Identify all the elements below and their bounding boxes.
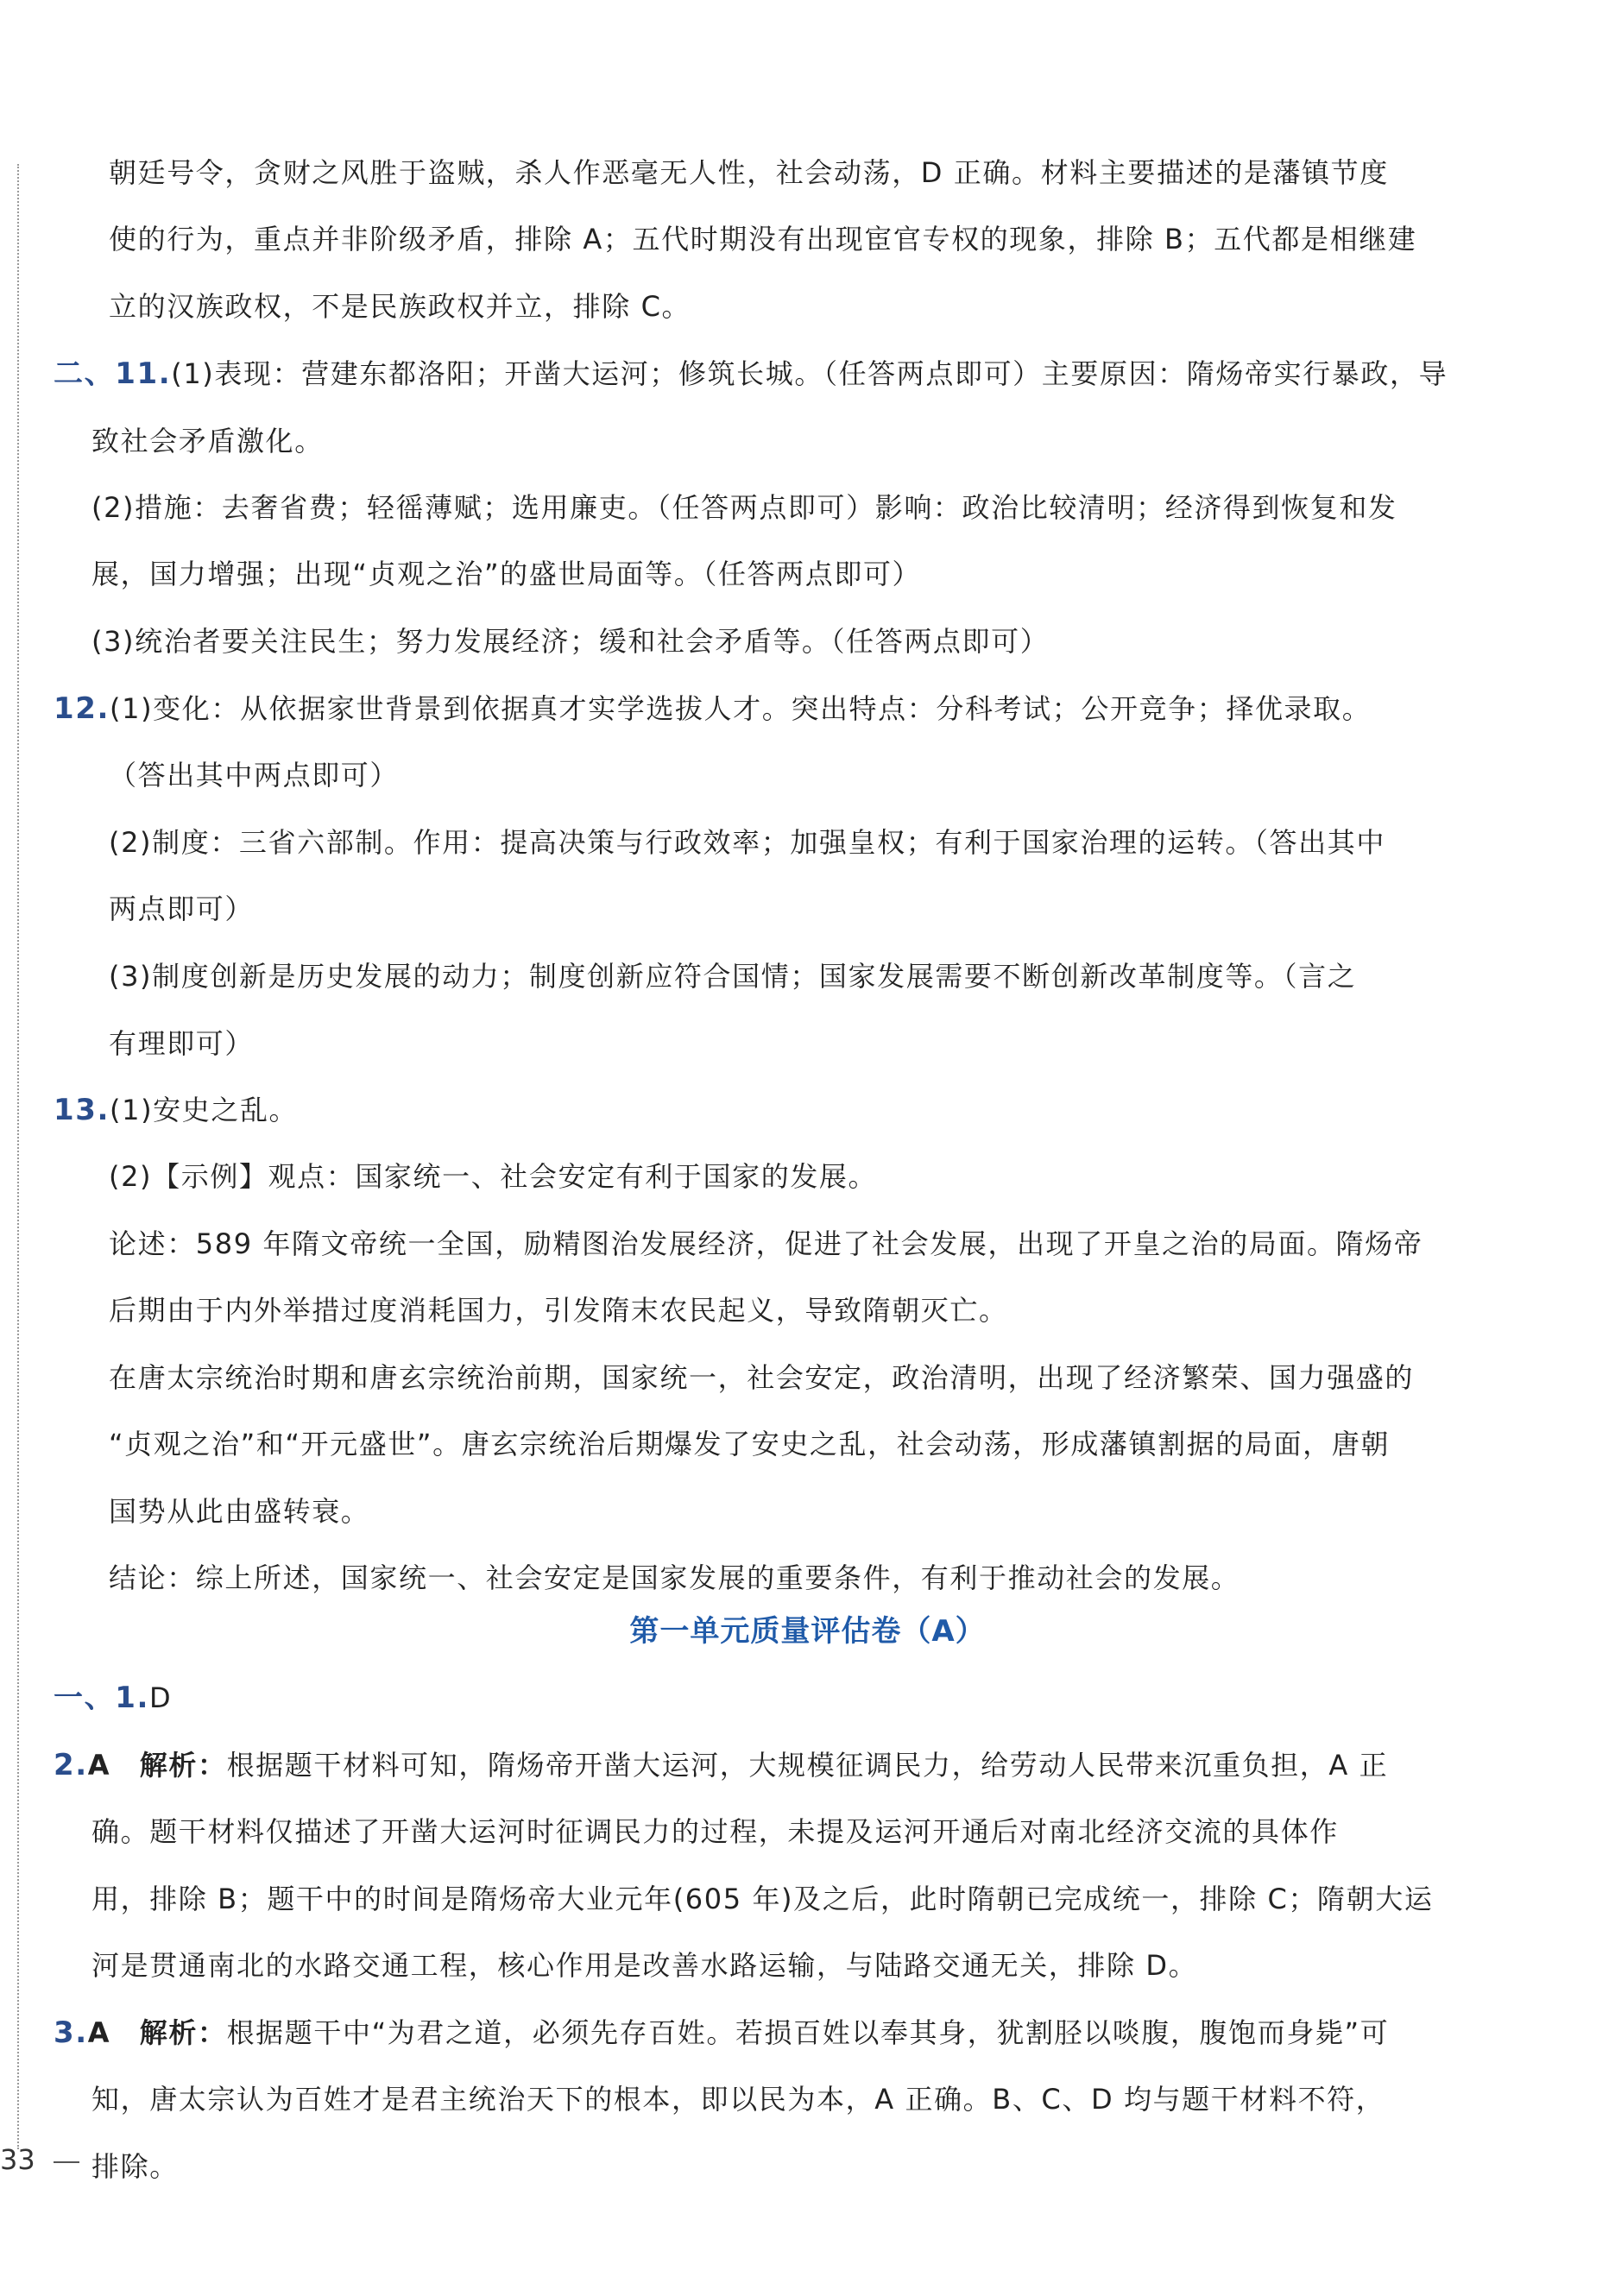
text-line bbox=[109, 756, 399, 794]
text-line bbox=[109, 957, 1356, 995]
question-number: 13. bbox=[54, 1093, 110, 1127]
text-line bbox=[109, 1157, 877, 1195]
line-text: (1)表现：营建东都洛阳；开凿大运河；修筑长城。（任答两点即可）主要原因：隋炀帝实行暴政，导 bbox=[171, 357, 1448, 390]
text-line bbox=[109, 890, 254, 928]
line-text: 使的行为，重点并非阶级矛盾，排除 A；五代时期没有出现宦官专权的现象，排除 B；五代都是相继建 bbox=[109, 223, 1417, 255]
line-text: 朝廷号令，贪财之风胜于盗贼，杀人作恶毫无人性，社会动荡，D 正确。材料主要描述的是藩镇节度 bbox=[109, 156, 1389, 189]
answer-tag: A 解析： bbox=[87, 2016, 227, 2049]
text-line bbox=[109, 1291, 1008, 1329]
text-line bbox=[109, 1559, 1240, 1597]
text-line bbox=[54, 690, 1371, 728]
question-number: 12. bbox=[54, 691, 110, 726]
line-text: D bbox=[148, 1681, 173, 1714]
line-text: (2)【示例】观点：国家统一、社会安定有利于国家的发展。 bbox=[109, 1160, 878, 1193]
text-line bbox=[109, 1492, 369, 1530]
text-line bbox=[91, 1813, 1339, 1851]
text-line bbox=[91, 1880, 1433, 1918]
line-text: 河是贯通南北的水路交通工程，核心作用是改善水路运输，与陆路交通无关，排除 D。 bbox=[91, 1949, 1198, 1982]
line-text: 在唐太宗统治时期和唐玄宗统治前期，国家统一，社会安定，政治清明，出现了经济繁荣、国力强盛的 bbox=[109, 1361, 1415, 1394]
text-line bbox=[109, 1425, 1390, 1463]
line-text: 用，排除 B；题干中的时间是隋炀帝大业元年(605 年)及之后，此时隋朝已完成统一，排除 C；隋朝大运 bbox=[91, 1883, 1434, 1915]
text-line bbox=[54, 2014, 1389, 2052]
text-line bbox=[91, 1946, 1197, 1984]
line-text: 确。题干材料仅描述了开凿大运河时征调民力的过程，未提及运河开通后对南北经济交流的具体作 bbox=[91, 1815, 1339, 1848]
text-line bbox=[109, 220, 1416, 258]
line-text: (3)制度创新是历史发展的动力；制度创新应符合国情；国家发展需要不断创新改革制度等。（言之 bbox=[109, 960, 1357, 993]
line-text: (2)措施：去奢省费；轻徭薄赋；选用廉吏。（任答两点即可）影响：政治比较清明；经济得到恢复和发 bbox=[91, 491, 1397, 524]
line-text: 排除。 bbox=[91, 2150, 179, 2183]
question-number: 一、1. bbox=[54, 1681, 149, 1715]
answer-tag: A 解析： bbox=[87, 1749, 227, 1782]
line-text: 后期由于内外举措过度消耗国力，引发隋末农民起义，导致隋朝灭亡。 bbox=[109, 1294, 1008, 1327]
line-text: “贞观之治”和“开元盛世”。唐玄宗统治后期爆发了安史之乱，社会动荡，形成藩镇割据的局面，唐朝 bbox=[109, 1428, 1390, 1460]
text-line bbox=[54, 1746, 1388, 1784]
text-line bbox=[109, 1225, 1423, 1263]
text-line bbox=[54, 1679, 172, 1717]
question-number: 2. bbox=[54, 1748, 88, 1782]
line-text: (1)安史之乱。 bbox=[110, 1094, 299, 1126]
text-line bbox=[109, 823, 1385, 861]
line-text: 国势从此由盛转衰。 bbox=[109, 1495, 370, 1528]
line-text: 有理即可） bbox=[109, 1027, 255, 1060]
line-text: 立的汉族政权，不是民族政权并立，排除 C。 bbox=[109, 290, 691, 323]
page-number-rule bbox=[54, 2161, 79, 2163]
section-title: 第一单元质量评估卷（A） bbox=[629, 1614, 986, 1649]
line-text: 根据题干材料可知，隋炀帝开凿大运河，大规模征调民力，给劳动人民带来沉重负担，A 正 bbox=[226, 1749, 1389, 1782]
binding-dotted-line bbox=[17, 164, 19, 2149]
line-text: 两点即可） bbox=[109, 893, 255, 925]
line-text: (1)变化：从依据家世背景到依据真才实学选拔人才。突出特点：分科考试；公开竞争；择优录取。 bbox=[110, 692, 1372, 725]
line-text: (2)制度：三省六部制。作用：提高决策与行政效率；加强皇权；有利于国家治理的运转。（答出其中 bbox=[109, 826, 1385, 859]
text-line bbox=[91, 2080, 1385, 2118]
question-number: 二、11. bbox=[54, 356, 172, 391]
text-line bbox=[91, 622, 1049, 660]
text-line bbox=[109, 154, 1389, 192]
line-text: 致社会矛盾激化。 bbox=[91, 425, 324, 457]
line-text: 根据题干中“为君之道，必须先存百姓。若损百姓以奉其身，犹割胫以啖腹，腹饱而身毙”可 bbox=[226, 2016, 1390, 2049]
text-line bbox=[109, 287, 691, 325]
line-text: 结论：综上所述，国家统一、社会安定是国家发展的重要条件，有利于推动社会的发展。 bbox=[109, 1561, 1240, 1594]
text-line bbox=[91, 489, 1397, 527]
text-line bbox=[54, 1091, 298, 1129]
text-line bbox=[109, 1025, 254, 1063]
line-text: 展，国力增强；出现“贞观之治”的盛世局面等。（任答两点即可） bbox=[91, 558, 922, 590]
text-line bbox=[109, 1359, 1414, 1397]
line-text: 知，唐太宗认为百姓才是君主统治天下的根本，即以民为本，A 正确。B、C、D 均与题干材料不符， bbox=[91, 2083, 1385, 2116]
question-number: 3. bbox=[54, 2015, 88, 2050]
text-line bbox=[91, 422, 324, 460]
text-line bbox=[91, 2148, 179, 2186]
page-number: 33 bbox=[0, 2143, 35, 2176]
line-text: （答出其中两点即可） bbox=[109, 759, 400, 792]
text-line bbox=[54, 355, 1448, 393]
text-line bbox=[91, 555, 921, 593]
line-text: (3)统治者要关注民生；努力发展经济；缓和社会矛盾等。（任答两点即可） bbox=[91, 625, 1050, 658]
line-text: 论述：589 年隋文帝统一全国，励精图治发展经济，促进了社会发展，出现了开皇之治的局面。隋炀帝 bbox=[109, 1227, 1423, 1260]
